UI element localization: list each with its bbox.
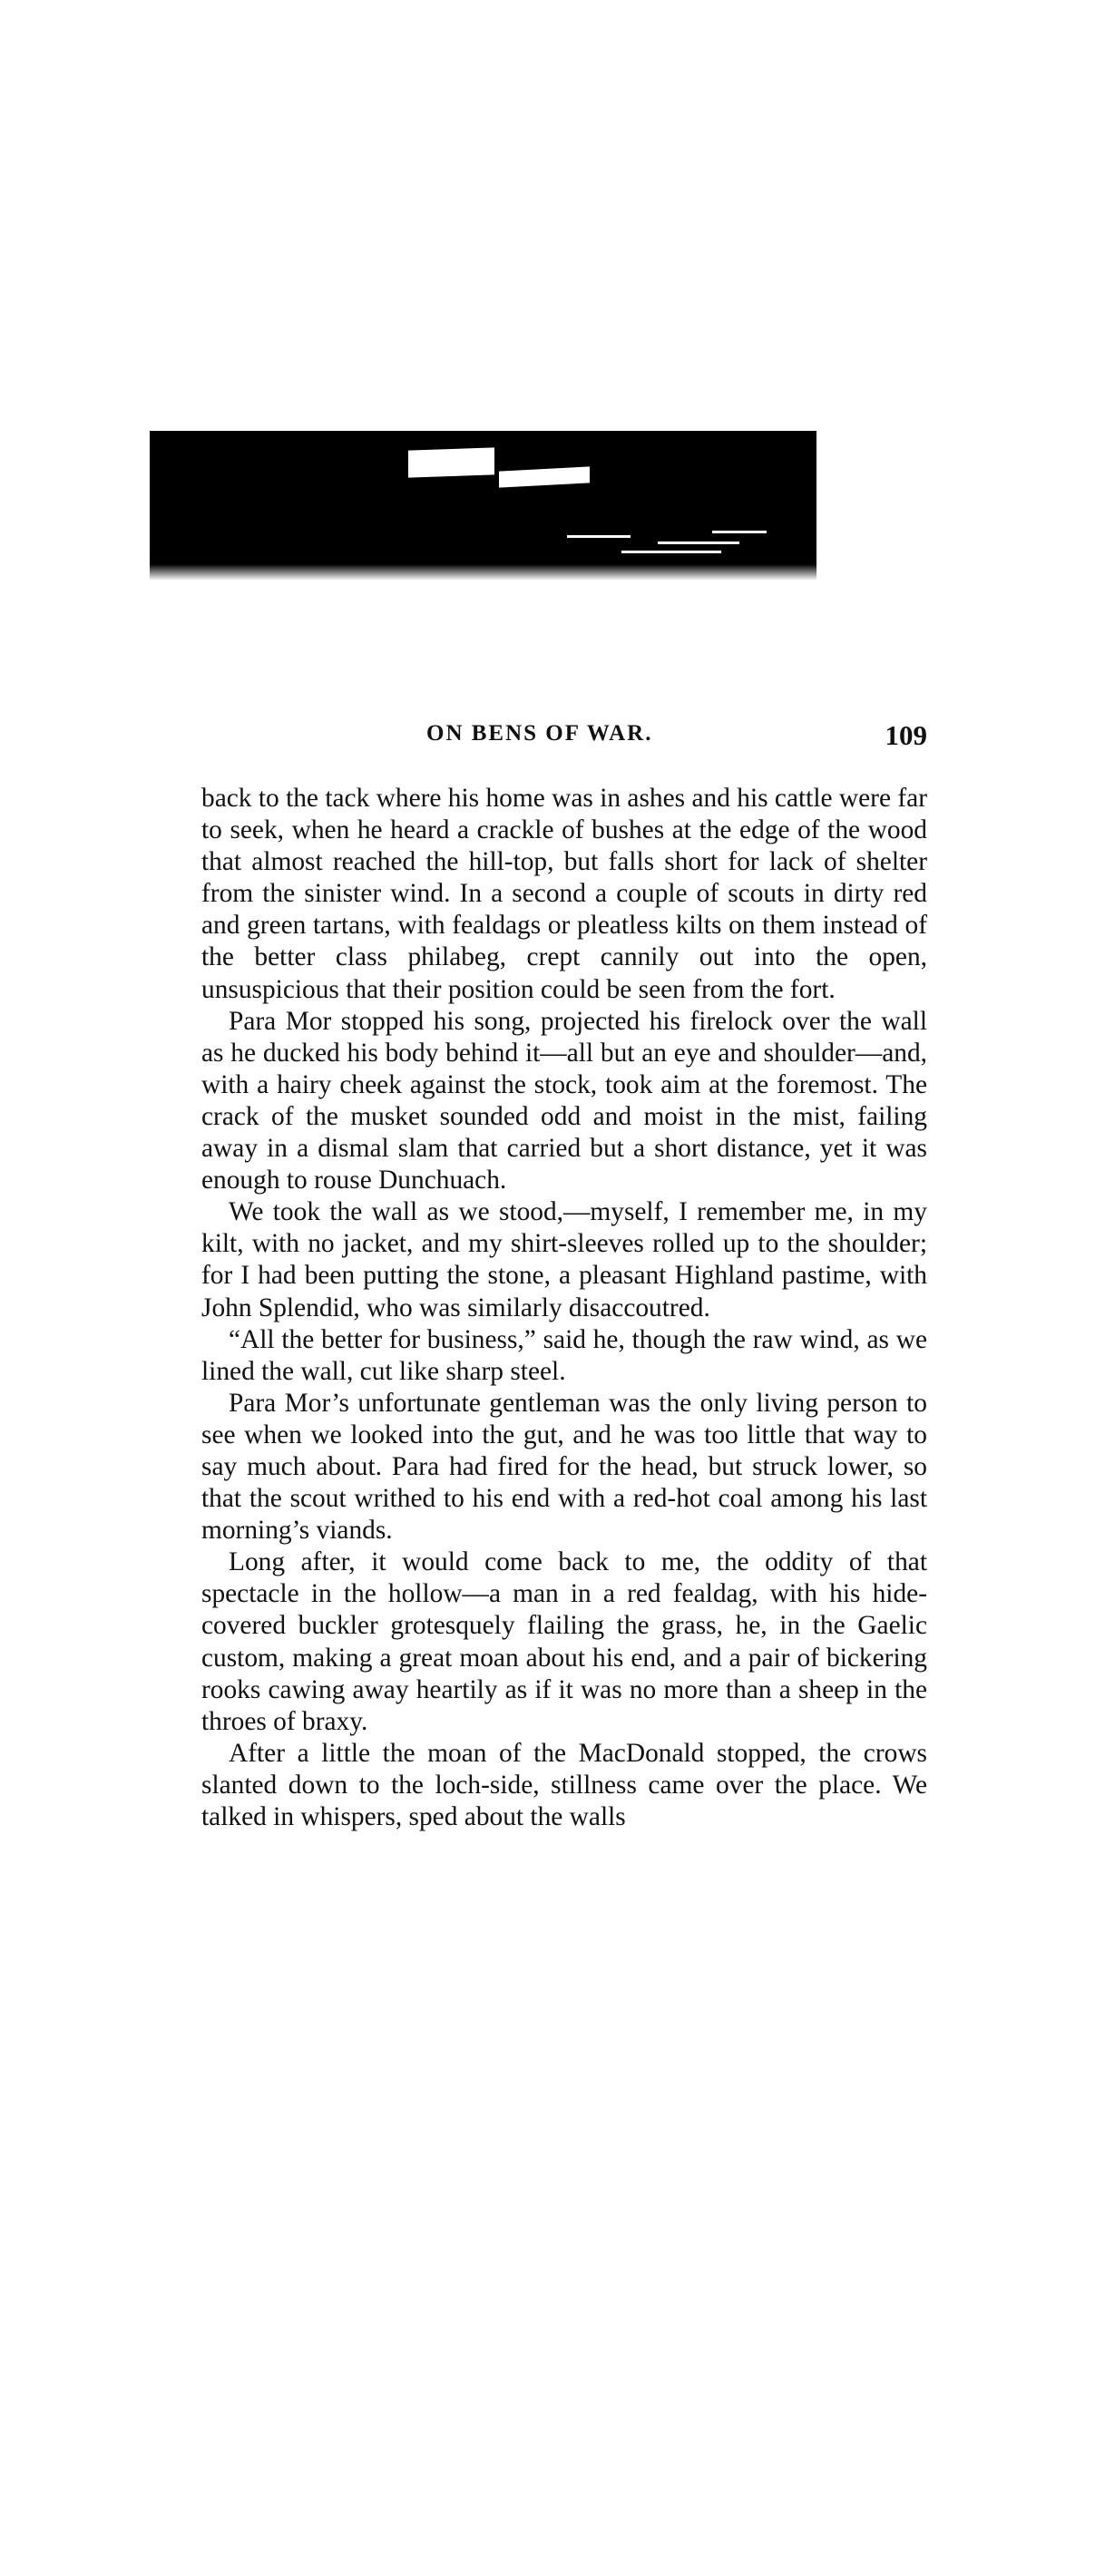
- paragraph: Para Mor stopped his song, projected his firelock over the wall as he ducked his body behind it—all but an eye and shoulder—and, with a hairy cheek against the stock, took aim at the foremost. The crack of the musket sounded odd and moist in the mist, failing away in a dismal slam that carried but a short distance, yet it was enough to rouse Dunchuach.: [201, 1006, 927, 1195]
- page-number: 109: [885, 719, 927, 751]
- scan-artifact-streak: [658, 542, 739, 544]
- running-title: ON BENS OF WAR.: [426, 721, 653, 746]
- page-body: [201, 783, 927, 1833]
- scan-artifact-highlight: [499, 466, 590, 487]
- paragraph: We took the wall as we stood,—myself, I remember me, in my kilt, with no jacket, and my shirt-sleeves rolled up to the shoulder; for I had been putting the stone, a pleasant Highland pastime, with John Splendid, who was similarly disaccoutred.: [201, 1197, 927, 1322]
- scan-artifact-edge: [150, 553, 816, 581]
- paragraph: After a little the moan of the MacDonald stopped, the crows slanted down to the loch-side, stillness came over the place. We talked in whispers, sped about the walls: [201, 1738, 927, 1831]
- paragraph: Long after, it would come back to me, the oddity of that spectacle in the hollow—a man in a red fealdag, with his hide-covered buckler grotesquely flailing the grass, he, in the Gaelic custom, making a great moan about his end, and a pair of bickering rooks cawing away heartily as if it was no more than a sheep in the throes of braxy.: [201, 1547, 927, 1736]
- scan-artifact-band: [150, 431, 816, 581]
- scan-artifact-highlight: [408, 447, 494, 477]
- paragraph: back to the tack where his home was in ashes and his cattle were far to seek, when he heard a crackle of bushes at the edge of the wood that almost reached the hill-top, but falls short for lack of shelter from the sinister wind. In a second a couple of scouts in dirty red and green tartans, with fealdags or pleatless kilts on them instead of the better class philabeg, crept cannily out into the open, unsuspicious that their position could be seen from the fort.: [201, 784, 927, 1004]
- paragraph: “All the better for business,” said he, though the raw wind, as we lined the wall, cut like sharp steel.: [201, 1324, 927, 1386]
- paragraph: Para Mor’s unfortunate gentleman was the only living person to see when we looked into the gut, and he was too little that way to say much about. Para had fired for the head, but struck lower, so that the scout writhed to his end with a red-hot coal among his last morning’s viands.: [201, 1388, 927, 1546]
- scan-artifact-streak: [712, 531, 767, 533]
- running-header: [201, 721, 927, 757]
- scan-artifact-streak: [567, 535, 631, 538]
